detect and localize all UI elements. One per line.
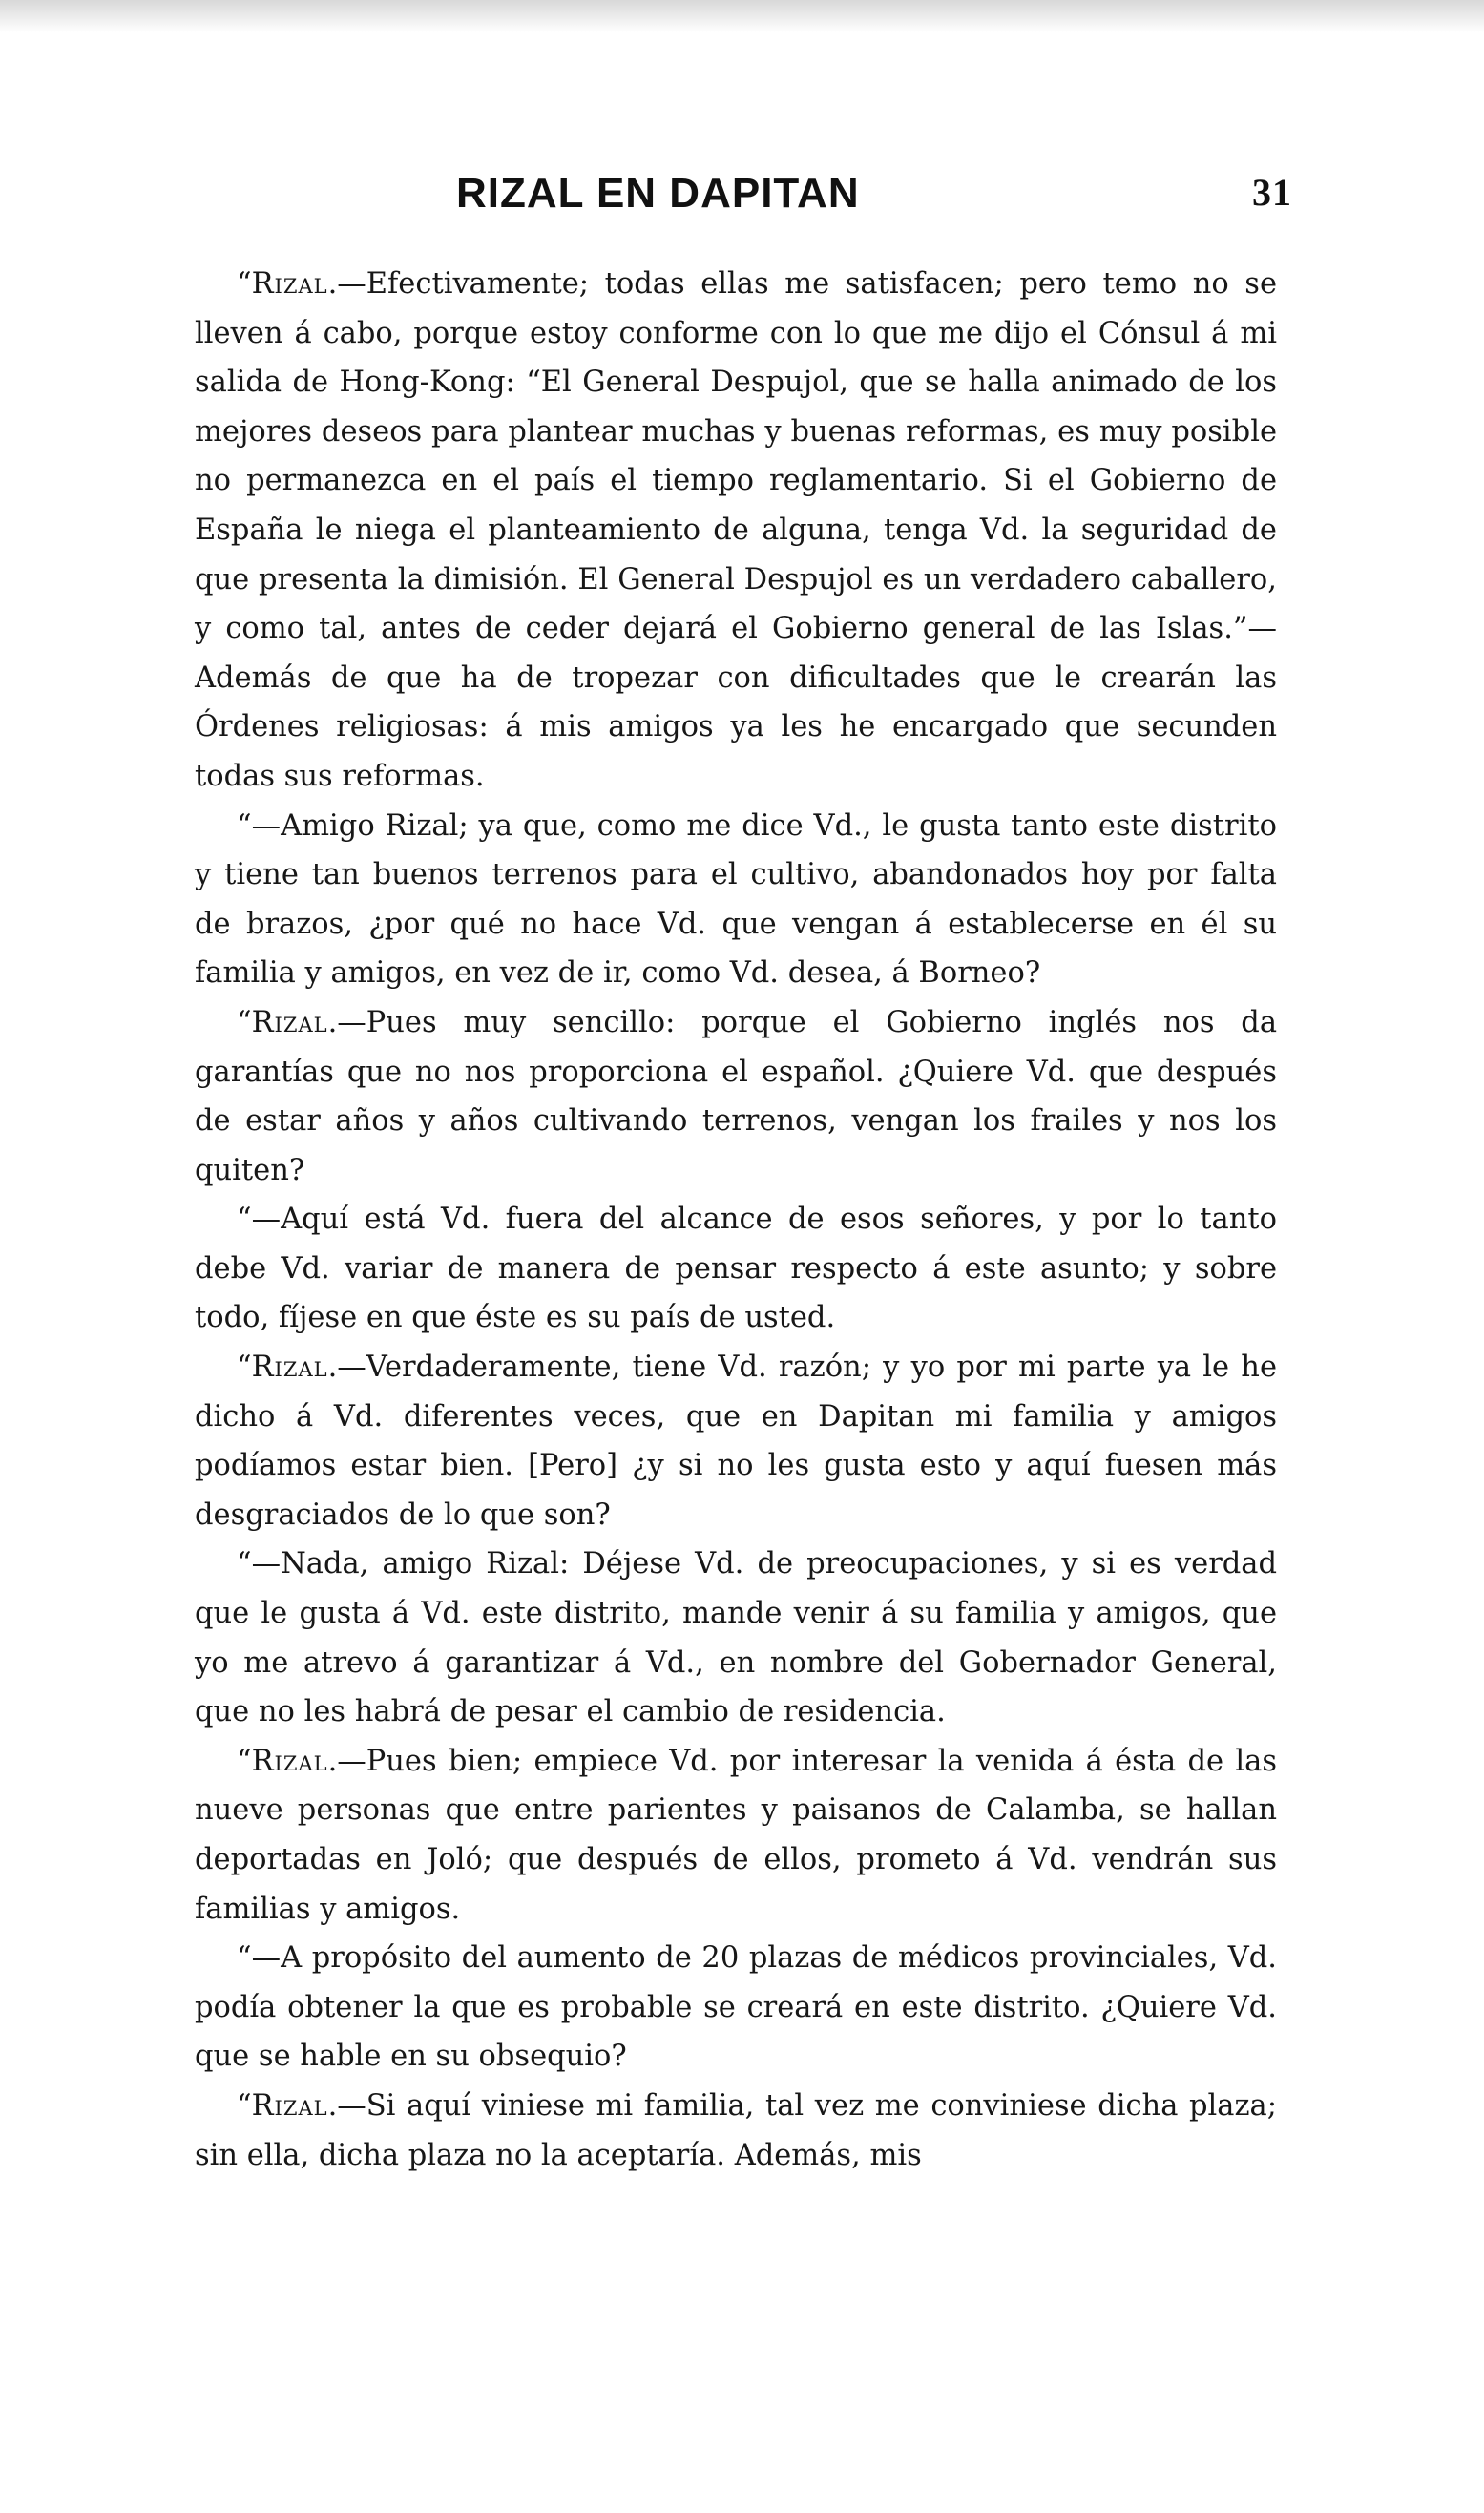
running-title: RIZAL EN DAPITAN [456, 170, 860, 217]
text-body [195, 260, 1277, 2180]
paragraph-text: “—A propósito del aumento de 20 plazas de médicos provinciales, Vd. podía obtener la que es probable se creará en este distrito. ¿Quiere Vd. que se hable en su obsequio? [195, 1941, 1277, 2074]
paragraph-text: .—Pues bien; empiece Vd. por interesar la venida á ésta de las nueve personas que entre parientes y paisanos de Calamba, se hallan deportadas en Joló; que después de ellos, prometo á Vd. vendrán sus familias y amigos. [195, 1744, 1277, 1926]
speaker-name: Rizal [251, 1744, 328, 1778]
open-quote: “ [237, 267, 252, 301]
paragraph-text: .—Verdaderamente, tiene Vd. razón; y yo por mi parte ya le he dicho á Vd. diferentes veces, que en Dapitan mi familia y amigos podíamos estar bien. [Pero] ¿y si no les gusta esto y aquí fuesen más desgraciados de lo que son? [195, 1351, 1277, 1532]
paragraph [195, 998, 1277, 1195]
paragraph-text: “—Nada, amigo Rizal: Déjese Vd. de preocupaciones, y si es verdad que le gusta á Vd. este distrito, mande venir á su familia y amigos, que yo me atrevo á garantizar á Vd., en nombre del Gobernador General, que no les habrá de pesar el cambio de residencia. [195, 1547, 1277, 1729]
open-quote: “ [237, 1744, 252, 1778]
paragraph [195, 1934, 1277, 2082]
open-quote: “ [237, 2088, 252, 2123]
paragraph [195, 2082, 1277, 2180]
paragraph [195, 1343, 1277, 1539]
speaker-name: Rizal [251, 1351, 328, 1385]
paragraph-text: .—Si aquí viniese mi familia, tal vez me conviniese dicha plaza; sin ella, dicha plaza no la aceptaría. Además, mis [195, 2088, 1277, 2172]
paragraph [195, 260, 1277, 802]
paragraph [195, 1539, 1277, 1736]
page-number: 31 [1252, 171, 1292, 214]
scan-edge-shadow [0, 0, 1484, 32]
paragraph-text: “—Aquí está Vd. fuera del alcance de esos señores, y por lo tanto debe Vd. variar de manera de pensar respecto á este asunto; y sobre todo, fíjese en que éste es su país de usted. [195, 1203, 1277, 1335]
speaker-name: Rizal [251, 2088, 328, 2123]
paragraph [195, 1195, 1277, 1343]
open-quote: “ [237, 1005, 252, 1039]
speaker-name: Rizal [251, 267, 328, 301]
paragraph [195, 802, 1277, 998]
open-quote: “ [237, 1351, 252, 1385]
paragraph [195, 1737, 1277, 1934]
paragraph-text: .—Efectivamente; todas ellas me satisfacen; pero temo no se lleven á cabo, porque estoy conforme con lo que me dijo el Cónsul á mi salida de Hong-Kong: “El General Despujol, que se halla animado de los mejores deseos para plantear muchas y buenas reformas, es muy posible no permanezca en el país el tiempo reglamentario. Si el Gobierno de España le niega el planteamiento de alguna, tenga Vd. la seguridad de que presenta la dimisión. El General Despujol es un verdadero caballero, y como tal, antes de ceder dejará el Gobierno general de las Islas.”—Además de que ha de tropezar con dificultades que le crearán las Órdenes religiosas: á mis amigos ya les he encargado que secunden todas sus reformas. [195, 267, 1277, 793]
paragraph-text: “—Amigo Rizal; ya que, como me dice Vd., le gusta tanto este distrito y tiene tan buenos terrenos para el cultivo, abandonados hoy por falta de brazos, ¿por qué no hace Vd. que vengan á establecerse en él su familia y amigos, en vez de ir, como Vd. desea, á Borneo? [195, 808, 1277, 991]
paragraph-text: .—Pues muy sencillo: porque el Gobierno inglés nos da garantías que no nos proporciona el español. ¿Quiere Vd. que después de estar años y años cultivando terrenos, vengan los frailes y nos los quiten? [195, 1005, 1277, 1187]
speaker-name: Rizal [251, 1005, 328, 1039]
